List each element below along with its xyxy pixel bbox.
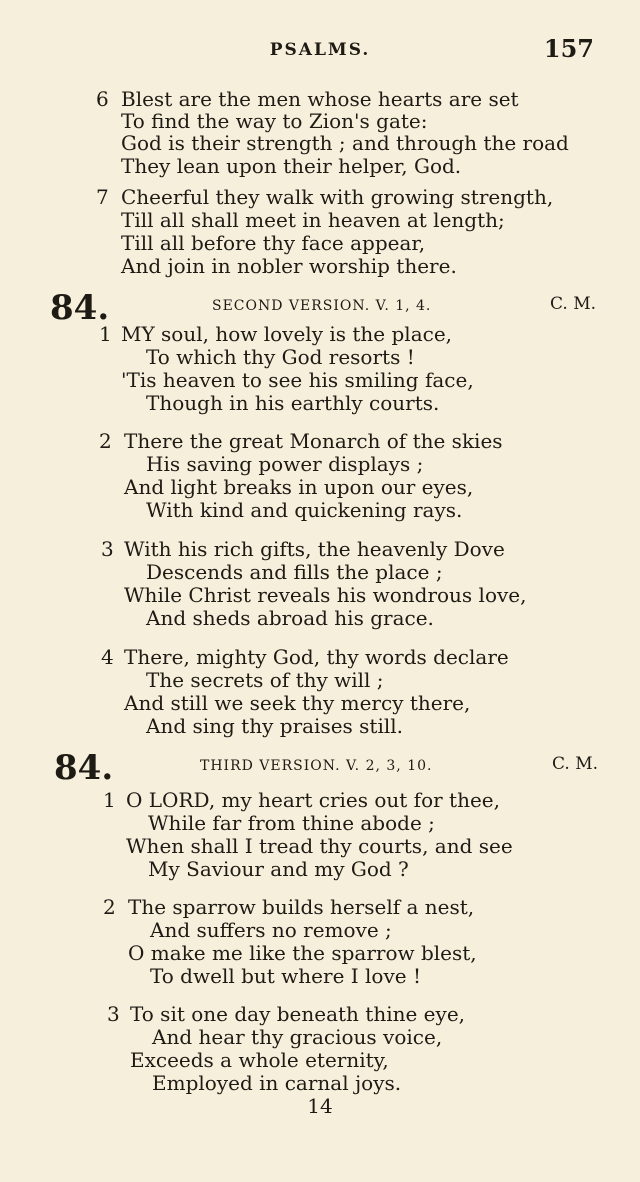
hymn-number: 84. [54, 748, 114, 788]
stanza-number: 2 [103, 895, 116, 919]
verse-line: And hear thy gracious voice, [152, 1025, 443, 1049]
verse-line: And suffers no remove ; [150, 918, 392, 942]
verse-line: While Christ reveals his wondrous love, [124, 583, 527, 607]
verse-line: Though in his earthly courts. [146, 391, 440, 415]
stanza-number: 4 [101, 645, 114, 669]
verse-line: Exceeds a whole eternity, [130, 1048, 389, 1072]
stanza-number: 1 [99, 322, 112, 346]
verse-line: With kind and quickening rays. [146, 498, 463, 522]
version-label: THIRD VERSION. V. 2, 3, 10. [200, 758, 433, 774]
version-label: SECOND VERSION. V. 1, 4. [212, 298, 432, 314]
verse-line: MY soul, how lovely is the place, [121, 322, 453, 346]
signature-mark: 14 [307, 1094, 333, 1118]
verse-line: And light breaks in upon our eyes, [124, 475, 474, 499]
verse-line: O make me like the sparrow blest, [128, 941, 477, 965]
stanza-number: 3 [101, 537, 114, 561]
verse-line: Descends and fills the place ; [146, 560, 443, 584]
verse-line: Cheerful they walk with growing strength, [121, 185, 554, 209]
page-number: 157 [543, 34, 594, 63]
verse-line: With his rich gifts, the heavenly Dove [124, 537, 505, 561]
verse-line: Employed in carnal joys. [152, 1071, 402, 1095]
verse-line: And join in nobler worship there. [121, 254, 457, 278]
verse-line: To which thy God resorts ! [146, 345, 415, 369]
verse-line: The secrets of thy will ; [146, 668, 384, 692]
verse-line: And sing thy praises still. [146, 714, 404, 738]
meter-label: C. M. [550, 294, 597, 314]
meter-label: C. M. [552, 754, 599, 774]
stanza-number: 1 [103, 788, 116, 812]
verse-line: To find the way to Zion's gate: [121, 109, 428, 133]
verse-line: To dwell but where I love ! [150, 964, 421, 988]
verse-line: His saving power displays ; [146, 452, 424, 476]
stanza-number: 3 [107, 1002, 120, 1026]
verse-line: The sparrow builds herself a nest, [128, 895, 475, 919]
verse-line: They lean upon their helper, God. [121, 154, 462, 178]
verse-line: And still we seek thy mercy there, [124, 691, 471, 715]
stanza-number: 2 [99, 429, 112, 453]
verse-line: 'Tis heaven to see his smiling face, [121, 368, 474, 392]
verse-line: There, mighty God, thy words declare [124, 645, 509, 669]
verse-line: Till all before thy face appear, [121, 231, 426, 255]
hymn-number: 84. [50, 288, 110, 328]
stanza-number: 7 [96, 185, 109, 209]
stanza-number: 6 [96, 87, 109, 111]
verse-line: Till all shall meet in heaven at length; [121, 208, 505, 232]
verse-line: When shall I tread thy courts, and see [126, 834, 513, 858]
verse-line: God is their strength ; and through the road [121, 131, 569, 155]
verse-line: Blest are the men whose hearts are set [121, 87, 519, 111]
verse-line: And sheds abroad his grace. [146, 606, 434, 630]
verse-line: While far from thine abode ; [148, 811, 435, 835]
verse-line: O LORD, my heart cries out for thee, [126, 788, 500, 812]
verse-line: To sit one day beneath thine eye, [130, 1002, 466, 1026]
verse-line: My Saviour and my God ? [148, 857, 409, 881]
running-head: PSALMS. [269, 40, 371, 60]
verse-line: There the great Monarch of the skies [124, 429, 503, 453]
